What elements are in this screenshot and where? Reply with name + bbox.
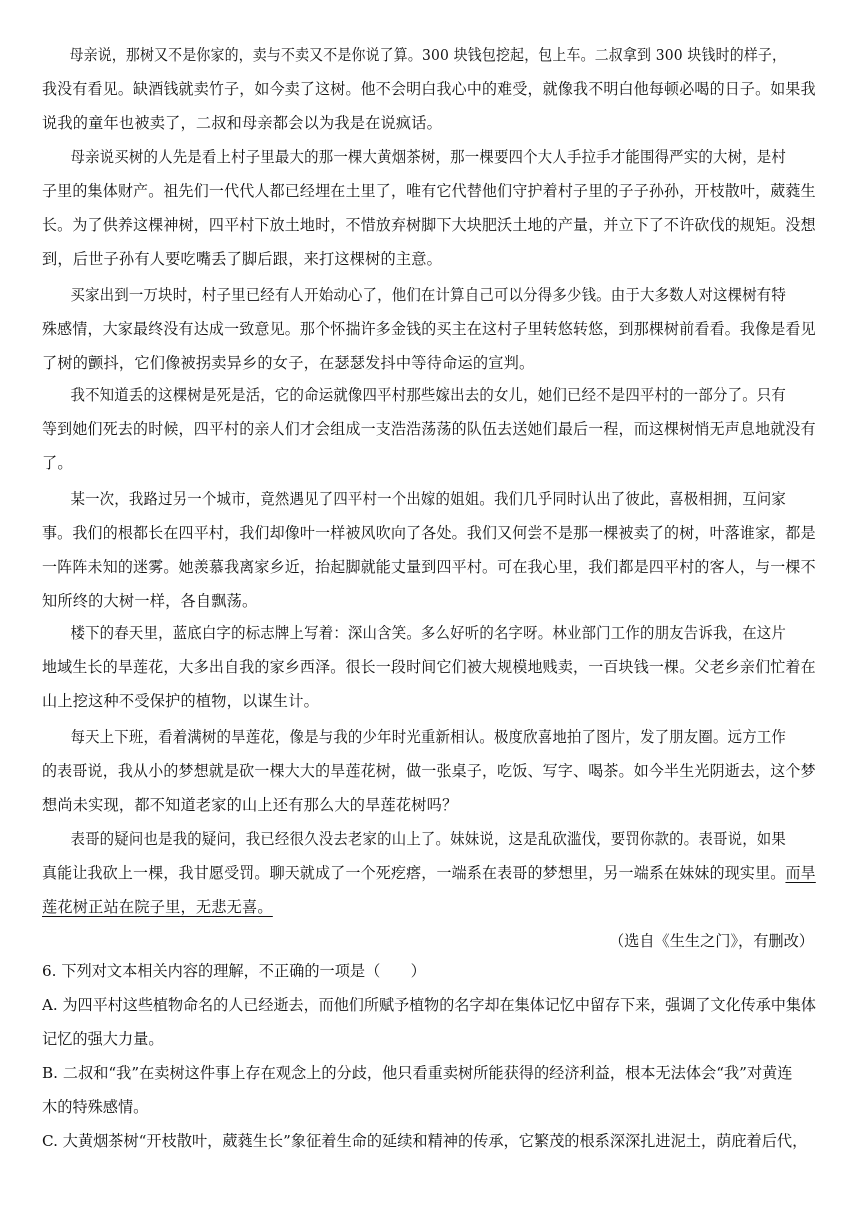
paragraph-5 xyxy=(42,482,816,618)
paragraph-line: 一阵阵未知的迷雾。她羡慕我离家乡近，抬起脚就能丈量到四平村。可在我心里，我们都是四平村的客人，与一棵不 xyxy=(42,558,816,576)
paragraph-2 xyxy=(42,140,816,276)
paragraph-line xyxy=(42,856,816,890)
source-citation: （选自《生生之门》，有删改） xyxy=(608,932,814,950)
option-a-continued: 记忆的强大力量。 xyxy=(42,1030,164,1048)
paragraph-8 xyxy=(42,822,816,924)
paragraph-line: 了。 xyxy=(42,454,73,472)
paragraph-line: 事。我们的根都长在四平村，我们却像叶一样被风吹向了各处。我们又何尝不是那一棵被卖了的树，叶落谁家，都是 xyxy=(42,524,816,542)
paragraph-line: 楼下的春天里，蓝底白字的标志牌上写着：深山含笑。多么好听的名字呀。林业部门工作的朋友告诉我，在这片 xyxy=(70,624,787,642)
paragraph-line: 每天上下班，看着满树的旱莲花，像是与我的少年时光重新相认。极度欣喜地拍了图片，发了朋友圈。远方工作 xyxy=(70,728,787,746)
paragraph-line: 等到她们死去的时候，四平村的亲人们才会组成一支浩浩荡荡的队伍去送她们最后一程，而这棵树悄无声息地就没有 xyxy=(42,420,816,438)
paragraph-line: 知所终的大树一样，各自飘荡。 xyxy=(42,592,258,610)
option-a: A. 为四平村这些植物命名的人已经逝去，而他们所赋予植物的名字却在集体记忆中留存下来，强调了文化传承中集体 xyxy=(42,996,816,1014)
paragraph-3 xyxy=(42,278,816,380)
paragraph-line: 了树的颤抖，它们像被拐卖异乡的女子，在瑟瑟发抖中等待命运的宣判。 xyxy=(42,354,535,372)
paragraph-line: 母亲说买树的人先是看上村子里最大的那一棵大黄烟茶树，那一棵要四个大人手拉手才能围得严实的大树，是村 xyxy=(70,148,787,166)
underlined-sentence-start: 而旱 xyxy=(785,864,816,882)
paragraph-line: 长。为了供养这棵神树，四平村下放土地时，不惜放弃树脚下大块肥沃土地的产量，并立下了不许砍伐的规矩。没想 xyxy=(42,216,816,234)
paragraph-line: 山上挖这种不受保护的植物，以谋生计。 xyxy=(42,692,319,710)
paragraph-7 xyxy=(42,720,816,822)
paragraph-line: 我没有看见。缺酒钱就卖竹子，如今卖了这树。他不会明白我心中的难受，就像我不明白他每顿必喝的日子。如果我 xyxy=(42,80,816,98)
paragraph-line: 子里的集体财产。祖先们一代代人都已经埋在土里了，唯有它代替他们守护着村子里的子子孙孙，开枝散叶，葳蕤生 xyxy=(42,182,816,200)
paragraph-line: 买家出到一万块时，村子里已经有人开始动心了，他们在计算自己可以分得多少钱。由于大多数人对这棵树有特 xyxy=(70,286,787,304)
paragraph-line: 到，后世子孙有人要吃嘴丢了脚后跟，来打这棵树的主意。 xyxy=(42,250,443,268)
question-6 xyxy=(42,954,816,1158)
paragraph-line: 表哥的疑问也是我的疑问，我已经很久没去老家的山上了。妹妹说，这是乱砍滥伐，要罚你款的。表哥说，如果 xyxy=(70,830,787,848)
paragraph-line: 的表哥说，我从小的梦想就是砍一棵大大的旱莲花树，做一张桌子，吃饭、写字、喝茶。如今半生光阴逝去，这个梦 xyxy=(42,762,816,780)
paragraph-6 xyxy=(42,616,816,718)
question-stem: 6. 下列对文本相关内容的理解，不正确的一项是（ ） xyxy=(42,962,426,980)
paragraph-line-text: 真能让我砍上一棵，我甘愿受罚。聊天就成了一个死疙瘩，一端系在表哥的梦想里，另一端系在妹妹的现实里。 xyxy=(42,864,786,882)
option-b: B. 二叔和“我”在卖树这件事上存在观念上的分歧，他只看重卖树所能获得的经济利益，根本无法体会“我”对黄连 xyxy=(42,1064,793,1082)
paragraph-line: 殊感情，大家最终没有达成一致意见。那个怀揣许多金钱的买主在这村子里转悠转悠，到那棵树前看看。我像是看见 xyxy=(42,320,816,338)
paragraph-4 xyxy=(42,378,816,480)
paragraph-line: 我不知道丢的这棵树是死是活，它的命运就像四平村那些嫁出去的女儿，她们已经不是四平村的一部分了。只有 xyxy=(70,386,787,404)
paragraph-line xyxy=(42,890,816,924)
option-c: C. 大黄烟茶树“开枝散叶，葳蕤生长”象征着生命的延续和精神的传承，它繁茂的根系深深扎进泥土，荫庇着后代， xyxy=(42,1132,808,1150)
paragraph-line: 说我的童年也被卖了，二叔和母亲都会以为我是在说疯话。 xyxy=(42,114,443,132)
paragraph-line: 某一次，我路过另一个城市，竟然遇见了四平村一个出嫁的姐姐。我们几乎同时认出了彼此，喜极相拥，互问家 xyxy=(70,490,787,508)
paragraph-line: 想尚未实现，都不知道老家的山上还有那么大的旱莲花树吗？ xyxy=(42,796,458,814)
paragraph-1 xyxy=(42,38,816,140)
option-b-continued: 木的特殊感情。 xyxy=(42,1098,149,1116)
paragraph-line: 地域生长的旱莲花，大多出自我的家乡西泽。很长一段时间它们被大规模地贱卖，一百块钱一棵。父老乡亲们忙着在 xyxy=(42,658,816,676)
underlined-sentence-end: 莲花树正站在院子里，无悲无喜。 xyxy=(42,898,273,916)
paragraph-line: 母亲说，那树又不是你家的，卖与不卖又不是你说了算。300 块钱包挖起，包上车。二叔拿到 300 块钱时的样子， xyxy=(69,46,787,64)
